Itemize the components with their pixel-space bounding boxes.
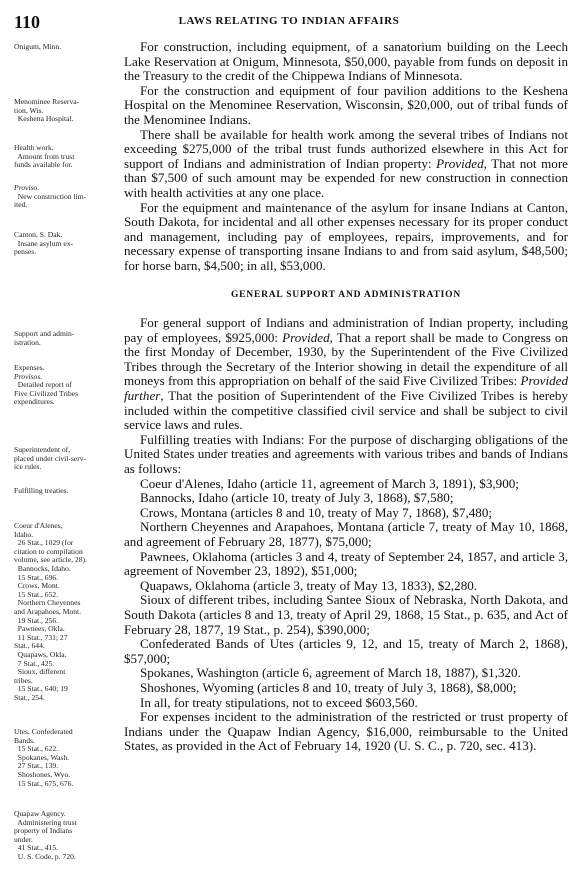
margin-note [14, 184, 86, 210]
margin-note [14, 522, 87, 702]
margin-note [14, 43, 61, 52]
margin-note-line: Superintendent of, [14, 445, 71, 454]
treaty-item: Shoshones, Wyoming (articles 8 and 10, treaty of July 3, 1868), $8,000; [140, 679, 517, 695]
treaty-item: Crows, Montana (articles 8 and 10, treaty of May 7, 1868), $7,480; [140, 504, 493, 520]
margin-note-line: 7 Stat., 425. [14, 658, 55, 668]
paragraph-health-work [124, 128, 568, 201]
treaty-item: Spokanes, Washington (article 6, agreement of March 18, 1887), $1,320. [140, 665, 521, 681]
page-number: 110 [14, 12, 41, 32]
margin-note-line: Spokanes, Wash. [14, 752, 70, 762]
margin-note-line: Onigum, Minn. [14, 42, 62, 51]
margin-note-line: Pawnees, Okla. [14, 624, 65, 634]
paragraph-treaty-total: In all, for treaty stipulations, not to exceed $603,560. [140, 694, 418, 710]
section-heading: GENERAL SUPPORT AND ADMINISTRATION [230, 289, 461, 300]
margin-note-line: 15 Stat., 640; 19 [14, 684, 68, 694]
margin-note-line: Fulfilling treaties. [14, 486, 69, 495]
margin-note-line: Quapaw Agency. [14, 809, 66, 818]
margin-note-line: Keshena Hospital. [14, 114, 74, 124]
margin-note-line: Coeur d'Alenes, [14, 521, 63, 530]
margin-note [14, 231, 73, 257]
proviso-text: Provided further [124, 373, 568, 404]
margin-note [14, 98, 79, 124]
margin-note-line: Quapaws, Okla. [14, 649, 67, 659]
paragraph-onigum: For construction, including equipment, of a sanatorium building on the Leech Lake Reservation at Onigum, Minnesota, $50,000, payable from funds on deposit in the Treasury to the credit of the Chippewa Indians of Minnesota. [124, 39, 568, 84]
margin-note-line: 19 Stat., 256. [14, 615, 59, 625]
treaty-item: Pawnees, Oklahoma (articles 3 and 4, treaty of September 24, 1857, and article 3, agreement of November 23, 1892), $51,000; [124, 548, 568, 579]
margin-note-line: 15 Stat., 675, 676. [14, 778, 74, 788]
margin-note-line: Support and admin- [14, 329, 75, 338]
margin-note-line: ited. [14, 200, 28, 210]
margin-note-line: Proviso. [14, 183, 40, 192]
paragraph-fulfilling-treaties: Fulfilling treaties with Indians: For the purpose of discharging obligations of the United States under treaties and agreements with various tribes and bands of Indians as follows: [124, 431, 568, 477]
margin-note-line: Bands. [14, 735, 35, 745]
margin-note-line: New construction lim- [14, 191, 87, 201]
margin-note-line: Utes, Confederated [14, 727, 73, 736]
margin-note-line: Expenses. [14, 363, 45, 372]
margin-note-line: Sioux, different [14, 667, 66, 677]
margin-note-line: 15 Stat., 622. [14, 744, 59, 754]
paragraph-canton: For the equipment and maintenance of the asylum for insane Indians at Canton, South Dakota, for incidental and all other expenses necessary for its proper conduct and management, including pay of employees, repairs, improvements, and for necessary expense of transporting insane Indians to and from said asylum, $48,500; for horse barn, $4,500; in all, $53,000. [124, 199, 568, 273]
margin-note-line: Shoshones, Wyo. [14, 769, 71, 779]
text-run: , That a report shall be made to Congress on the first Monday of December, 1930, by the Superintendent of the Five Civilized Tribes through the Secretary of the Interior showing in detail the expenditure of all moneys from this appropriation on behalf of the said Five Civilized Tribes: [124, 329, 568, 389]
margin-note-line: Provisos. [14, 371, 43, 381]
margin-note-line: 15 Stat., 696. [14, 572, 59, 582]
margin-note [14, 330, 74, 347]
margin-note-line: 27 Stat., 139. [14, 761, 59, 771]
page-header [14, 12, 564, 32]
margin-note-line: U. S. Code, p. 720. [14, 851, 76, 861]
margin-note-line: property of Indians [14, 826, 73, 836]
margin-note-line: penses. [14, 247, 37, 257]
margin-note [14, 810, 77, 862]
margin-note-line: Amount from trust [14, 151, 75, 161]
paragraph-keshena: For the construction and equipment of four pavilion additions to the Keshena Hospital on the Menominee Reservation, Wisconsin, $20,000, out of tribal funds of the Menominee Indians. [124, 82, 568, 127]
margin-note [14, 364, 78, 407]
margin-note-line: istration. [14, 337, 41, 347]
margin-note-line: Idaho. [14, 529, 34, 539]
treaty-item: Coeur d'Alenes, Idaho (article 11, agreement of March 3, 1891), $3,900; [140, 475, 519, 491]
margin-note-line: Crows, Mont. [14, 581, 60, 591]
margin-note-line: volume, see article, 28). [14, 555, 87, 565]
margin-note-line: expenditures. [14, 397, 55, 407]
margin-note-line: Menominee Reserva- [14, 97, 80, 106]
margin-note-line: Five Civilized Tribes [14, 388, 79, 398]
margin-note-line: tribes. [14, 675, 33, 685]
margin-note-line: Detailed report of [14, 380, 72, 390]
margin-note-line: Stat., 644. [14, 641, 45, 651]
margin-note [14, 728, 73, 788]
text-run: For general support of Indians and administration of Indian property, including pay of employees, $925,000: [124, 315, 568, 345]
margin-note-line: placed under civil-serv- [14, 453, 87, 463]
margin-note-line: funds available for. [14, 160, 73, 170]
running-title: LAWS RELATING TO INDIAN AFFAIRS [178, 15, 400, 27]
proviso-text: Provided [282, 329, 330, 345]
margin-note-line: tion, Wis. [14, 105, 44, 115]
margin-note [14, 144, 74, 170]
treaty-item: Northern Cheyennes and Arapahoes, Montana (article 7, treaty of May 10, 1868, and agreement of February 28, 1877), $75,000; [124, 519, 568, 549]
margin-note-line: Stat., 254. [14, 692, 45, 702]
treaty-item: Confederated Bands of Utes (articles 9, 12, and 15, treaty of March 2, 1868), $57,000; [124, 636, 568, 666]
margin-note [14, 487, 68, 496]
margin-note-line: 15 Stat., 652. [14, 589, 59, 599]
margin-note-line: Northern Cheyennes [14, 598, 81, 608]
body-text [124, 40, 568, 754]
margin-note [14, 446, 86, 472]
treaty-item: Sioux of different tribes, including Santee Sioux of Nebraska, North Dakota, and South Dakota (articles 8 and 13, treaty of April 29, 1868, 15 Stat., p. 635, and Act of February 28, 1877, 19 Stat., p. 254), $390,000; [124, 592, 568, 637]
margin-note-line: under. [14, 834, 33, 844]
margin-note-line: 41 Stat., 415. [14, 843, 59, 853]
margin-note-line: Health work. [14, 143, 54, 152]
margin-note-line: ice rules. [14, 462, 42, 472]
margin-note-line: Bannocks, Idaho. [14, 563, 71, 573]
text-run: There shall be available for health work among the several tribes of Indians not exceeding $275,000 of the tribal trust funds authorized elsewhere in this Act for support of Indians and administration of Indian property: [124, 126, 568, 171]
text-run: , That the position of Superintendent of the Five Civilized Tribes is hereby included within the competitive classified civil service and shall be subject to civil service laws and rules. [124, 388, 568, 433]
margin-note-line: 26 Stat., 1029 (for [14, 538, 74, 548]
treaty-item: Quapaws, Oklahoma (article 3, treaty of May 13, 1833), $2,280. [140, 577, 478, 593]
margin-note-line: and Arapahoes, Mont. [14, 606, 82, 616]
margin-note-line: Canton, S. Dak. [14, 230, 63, 239]
proviso-text: Provided [436, 155, 484, 171]
text-run: , That not more than $7,500 of such amount may be expended for new construction in connection with health activities at any one place. [124, 155, 568, 200]
margin-note-line: 11 Stat., 731; 27 [14, 632, 68, 642]
paragraph-general-support [124, 316, 568, 433]
paragraph-quapaw-agency: For expenses incident to the administration of the restricted or trust property of Indians under the Quapaw Indian Agency, $16,000, reimbursable to the United States, as provided in the Act of February 14, 1920 (U. S. C., p. 720, sec. 413). [124, 709, 568, 754]
margin-note-line: citation to compilation [14, 546, 83, 556]
margin-note-line: Administering trust [14, 817, 77, 827]
margin-note-line: Insane asylum ex- [14, 238, 74, 248]
treaty-item: Bannocks, Idaho (article 10, treaty of July 3, 1868), $7,580; [140, 490, 454, 506]
